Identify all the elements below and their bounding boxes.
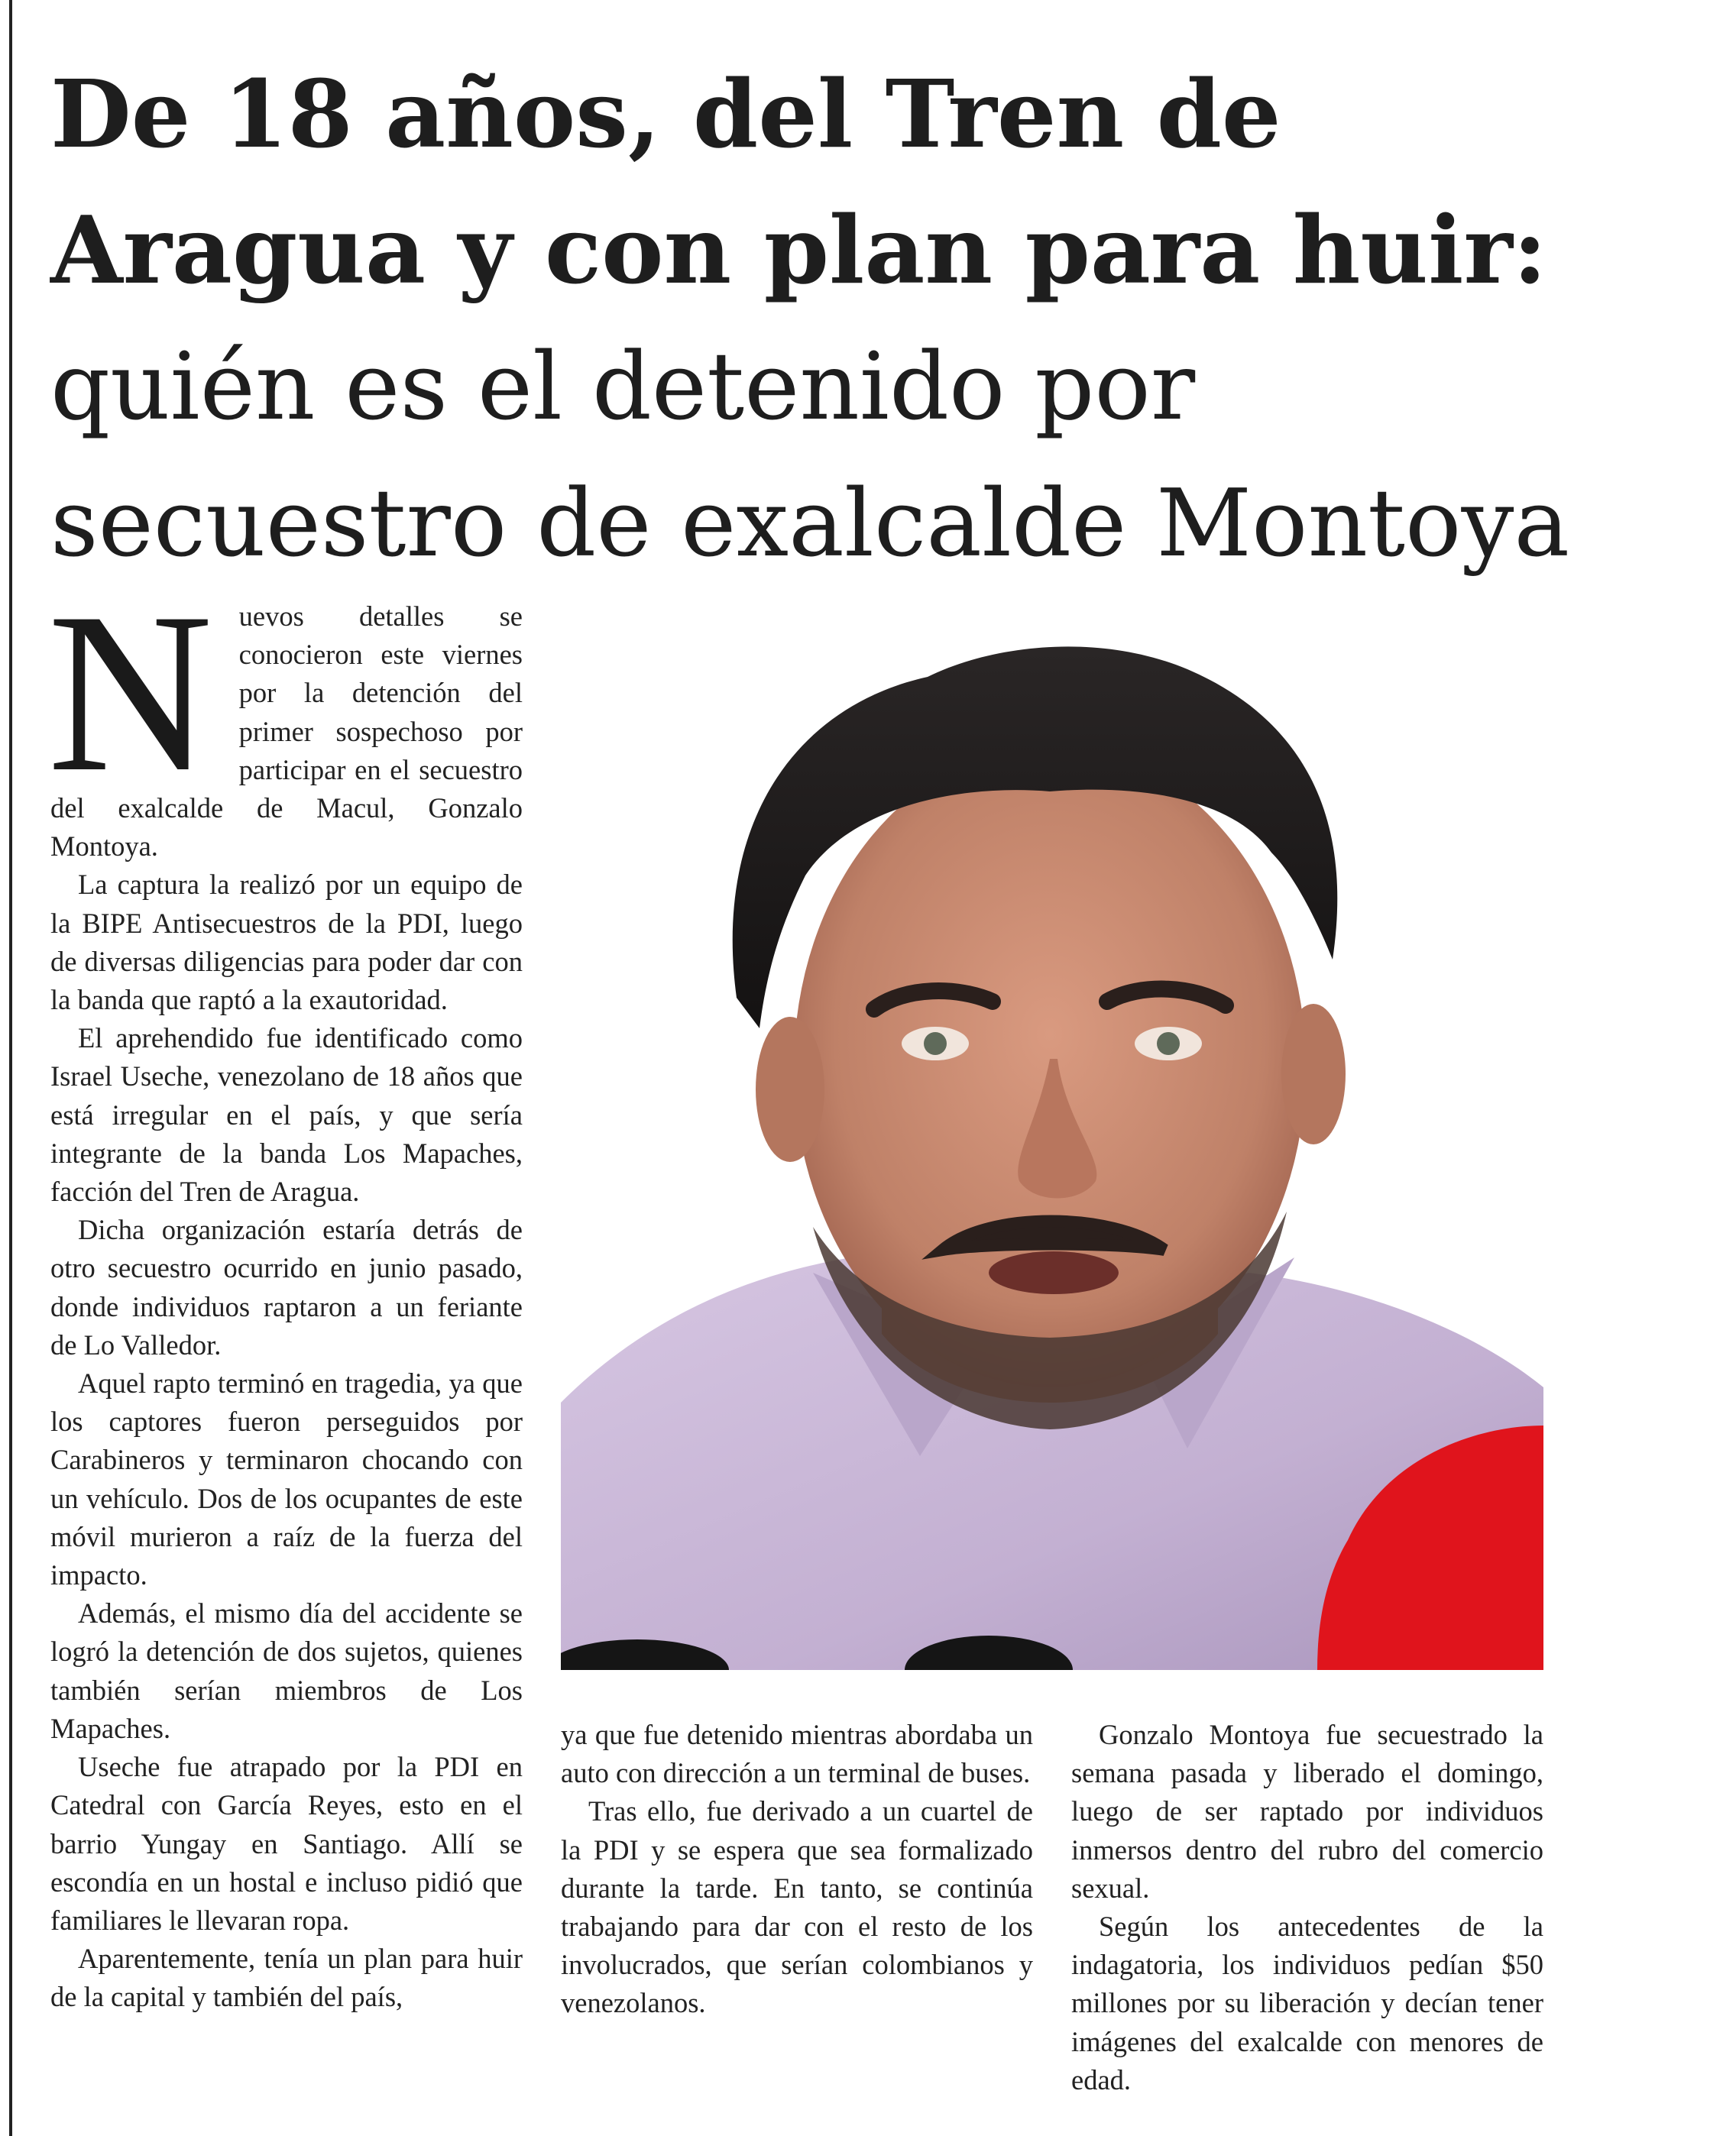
paragraph: Aparentemente, tenía un plan para huir de la capital y también del país, bbox=[50, 1943, 523, 2013]
paragraph: Useche fue atrapado por la PDI en Catedral con García Reyes, esto en el barrio Yungay en Santiago. Allí se escondía en un hostal e incluso pidió que familiares le llevaran ropa. bbox=[50, 1751, 523, 1936]
paragraph: Según los antecedentes de la indagatoria, los individuos pedían $50 millones por su liberación y decían tener imágenes del exalcalde con menores de edad. bbox=[1071, 1911, 1543, 2096]
left-iris bbox=[924, 1032, 947, 1055]
article-photo bbox=[561, 600, 1543, 1670]
paragraph: El aprehendido fue identificado como Israel Useche, venezolano de 18 años que está irregular en el país, y que sería integrante de la banda Los Mapaches, facción del Tren de Aragua. bbox=[50, 1022, 523, 1208]
paragraph: Además, el mismo día del accidente se logró la detención de dos sujetos, quienes también serían miembros de Los Mapaches. bbox=[50, 1597, 523, 1744]
article-column-2 bbox=[561, 1716, 1033, 2023]
right-iris bbox=[1157, 1032, 1180, 1055]
page-left-rule bbox=[9, 0, 12, 2136]
paragraph: La captura la realizó por un equipo de la BIPE Antisecuestros de la PDI, luego de diversas diligencias para poder dar con la banda que raptó a la exautoridad. bbox=[50, 869, 523, 1016]
article-column-3 bbox=[1071, 1716, 1543, 2099]
paragraph: Tras ello, fue derivado a un cuartel de la PDI y se espera que sea formalizado durante la tarde. En tanto, se continúa trabajando para dar con el resto de los involucrados, que serían colombianos y venezolanos. bbox=[561, 1795, 1033, 2019]
article-column-1 bbox=[47, 565, 523, 2017]
paragraph: Dicha organización estaría detrás de otro secuestro ocurrido en junio pasado, donde individuos raptaron a un feriante de Lo Valledor. bbox=[50, 1214, 523, 1361]
paragraph: Aquel rapto terminó en tragedia, ya que los captores fueron perseguidos por Carabineros y terminaron chocando con un vehículo. Dos de los ocupantes de este móvil murieron a raíz de la fuerza del impacto. bbox=[50, 1367, 523, 1591]
headline-light-part: quién es el detenido por secuestro de exalcalde Montoya bbox=[50, 332, 1570, 578]
article-headline bbox=[50, 46, 1609, 591]
paragraph: Gonzalo Montoya fue secuestrado la semana pasada y liberado el domingo, luego de ser raptado por individuos inmersos dentro del rubro del comercio sexual. bbox=[1071, 1719, 1543, 1904]
headline-bold-part: De 18 años, del Tren de Aragua y con plan para huir: bbox=[50, 59, 1547, 305]
paragraph: ya que fue detenido mientras abordaba un auto con dirección a un terminal de buses. bbox=[561, 1719, 1033, 1789]
left-ear bbox=[756, 1017, 824, 1162]
drop-cap: N bbox=[47, 565, 213, 819]
right-ear bbox=[1281, 1004, 1346, 1144]
mouth-shape bbox=[989, 1251, 1119, 1294]
portrait-photo-illustration bbox=[561, 600, 1543, 1670]
paragraph: uevos detalles se conocieron este viernes por la detención del primer sospechoso por participar en el secuestro del exalcalde de Macul, Gonzalo Montoya. bbox=[50, 600, 523, 862]
